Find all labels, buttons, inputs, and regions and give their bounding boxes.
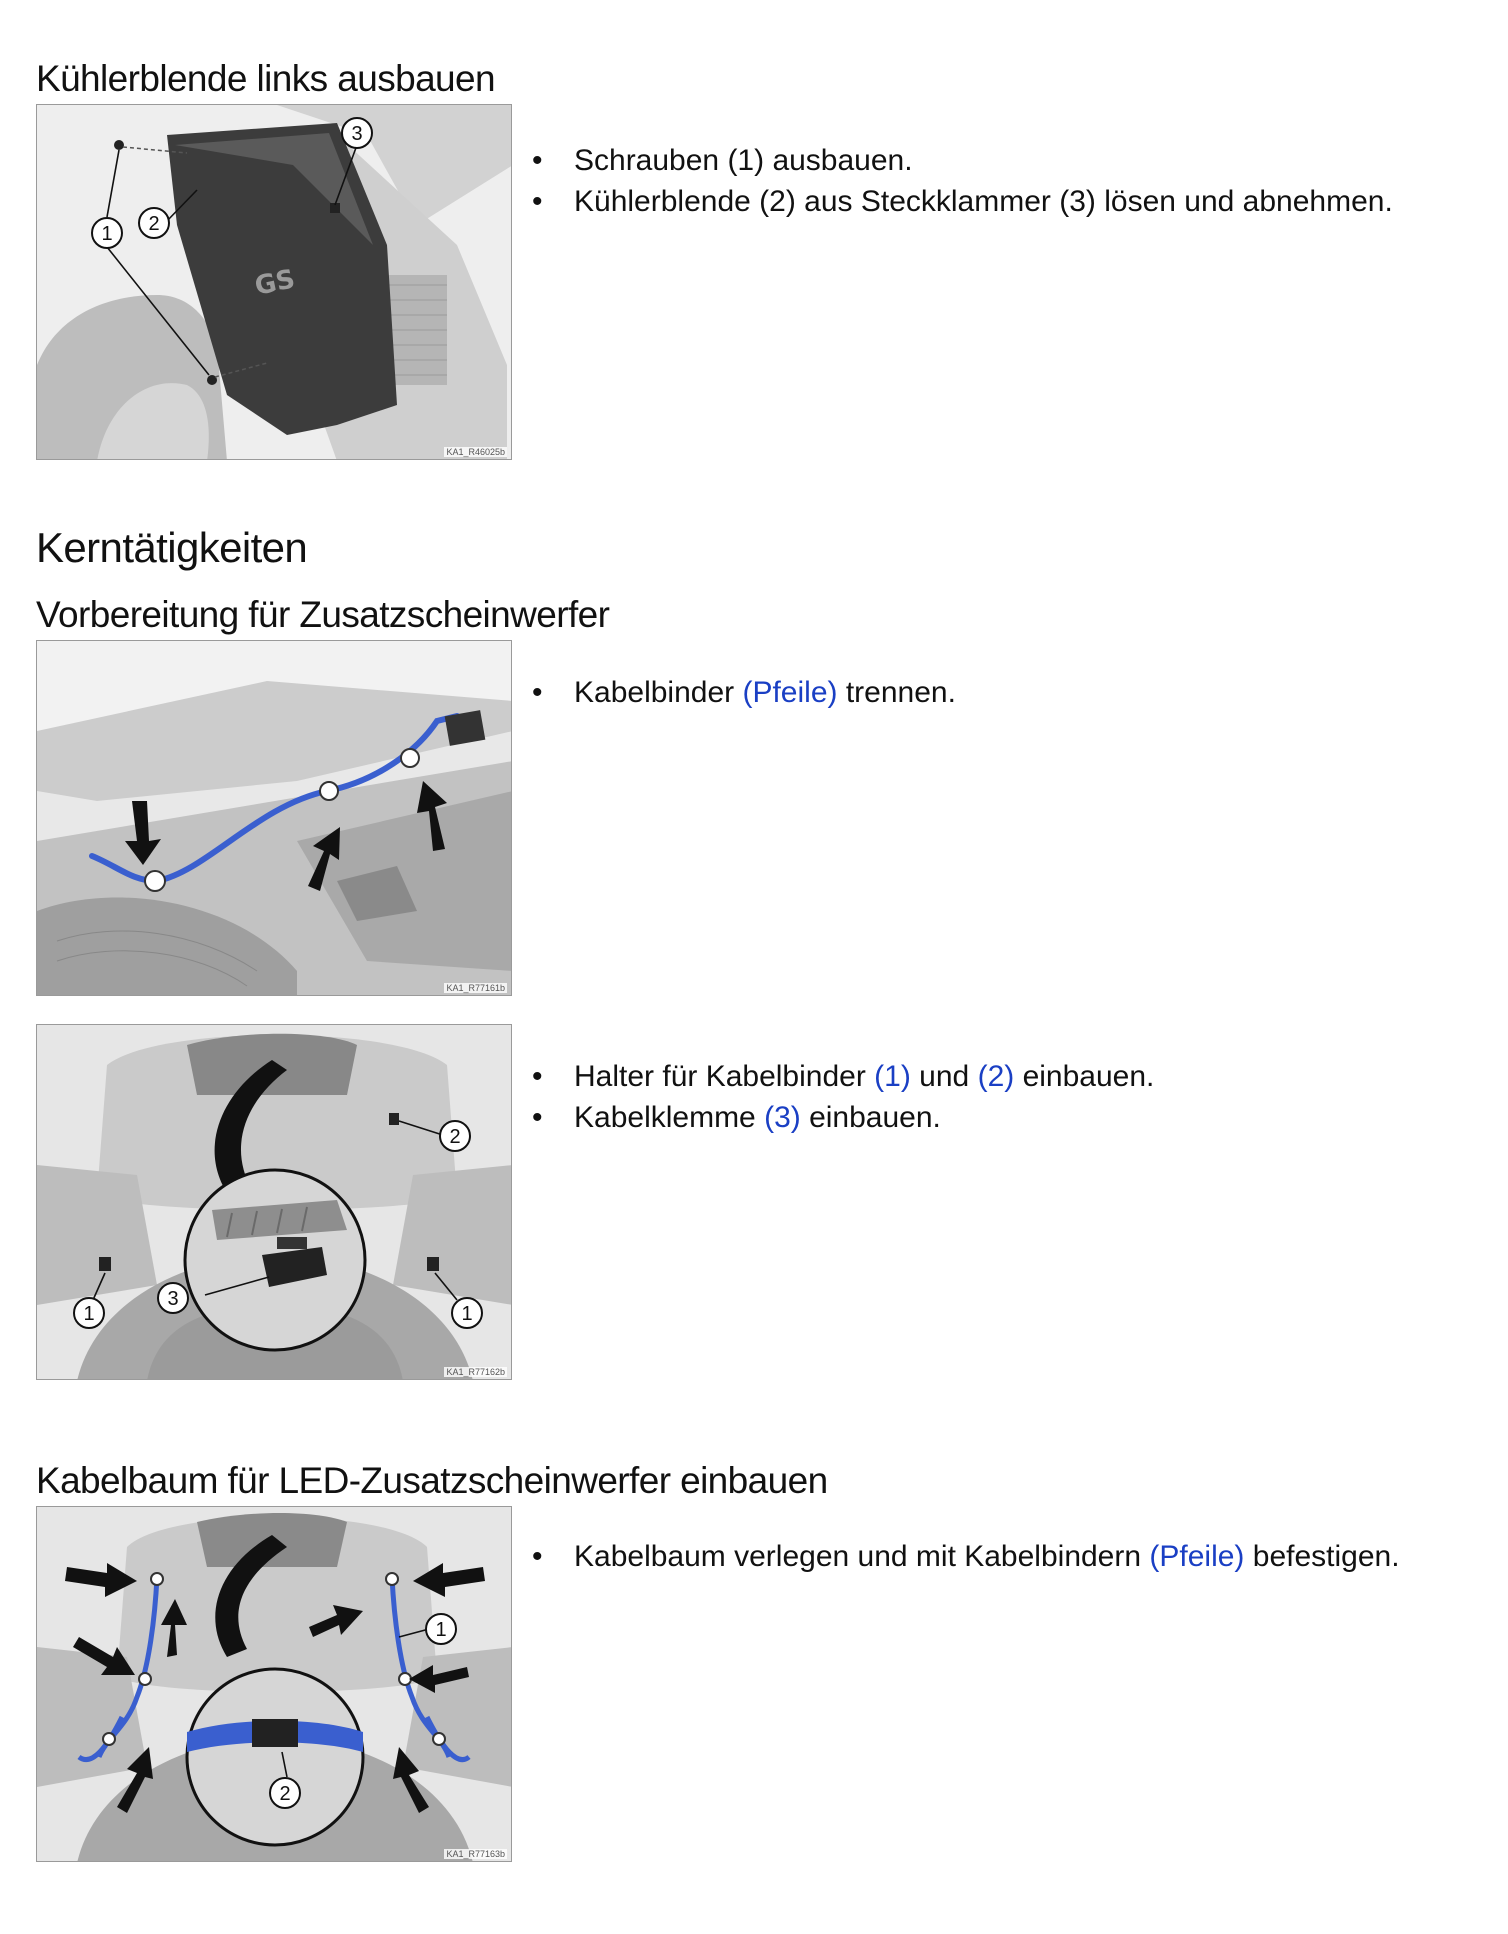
callout-2: [440, 1121, 470, 1151]
section-heading-kabelbaum: Kabelbaum für LED-Zusatzscheinwerfer einbauen: [36, 1460, 828, 1501]
figure-kuehlerblende: [36, 104, 512, 460]
bullet: •: [532, 144, 543, 177]
reference-2: (2): [977, 1060, 1015, 1093]
step-item: [532, 140, 1393, 181]
callout-3-label: 3: [351, 123, 363, 145]
callout-1-left-label: 1: [83, 1303, 95, 1325]
callout-1-label: 1: [101, 223, 113, 245]
section-heading-kuehlerblende: Kühlerblende links ausbauen: [36, 58, 495, 99]
step-item: • Halter für Kabelbinder (1) und (2) einbauen.: [532, 1056, 1154, 1097]
callout-2-label: 2: [449, 1126, 461, 1148]
callout-3-label: 3: [167, 1288, 179, 1310]
figure-halter-einbauen: [36, 1024, 512, 1380]
section-heading-vorbereitung: Vorbereitung für Zusatzscheinwerfer: [36, 594, 610, 635]
bullet: •: [532, 1060, 543, 1093]
figure-illustration: [37, 105, 512, 460]
steps-kuehlerblende: [532, 140, 1393, 222]
callout-1-label: 1: [435, 1619, 447, 1641]
figure-illustration: [37, 1025, 512, 1380]
callout-1-right: [452, 1298, 482, 1328]
callout-2-label: 2: [279, 1783, 291, 1805]
figure-code: KA1_R77163b: [446, 1849, 505, 1859]
step-item: • Kabelbaum verlegen und mit Kabelbindern (Pfeile) befestigen.: [532, 1536, 1400, 1577]
figure-kabelbinder-trennen: [36, 640, 512, 996]
bullet: •: [532, 185, 543, 218]
figure-illustration: [37, 1507, 512, 1862]
figure-illustration: [37, 641, 512, 996]
figure-kabelbaum-verlegen: [36, 1506, 512, 1862]
callout-3: [158, 1283, 188, 1313]
step-item: • Kabelklemme (3) einbauen.: [532, 1097, 1154, 1138]
step-item: [532, 181, 1393, 222]
bullet: •: [532, 1540, 543, 1573]
step-text: Kühlerblende (2) aus Steckklammer (3) lösen und abnehmen.: [574, 185, 1393, 218]
callout-2: [139, 208, 169, 238]
reference-1: (1): [874, 1060, 911, 1093]
callout-3: [342, 118, 372, 148]
figure-code: KA1_R77161b: [446, 983, 505, 993]
callout-2: [270, 1778, 300, 1808]
callout-2-label: 2: [148, 213, 160, 235]
callout-1-right-label: 1: [461, 1303, 473, 1325]
figure-code: KA1_R77162b: [446, 1367, 505, 1377]
steps-kabelbinder: [532, 672, 956, 713]
step-item: • Kabelbinder (Pfeile) trennen.: [532, 672, 956, 713]
callout-1-left: [74, 1298, 104, 1328]
bullet: •: [532, 1101, 543, 1134]
bullet: •: [532, 676, 543, 709]
callout-1: [426, 1614, 456, 1644]
step-text: Schrauben (1) ausbauen.: [574, 144, 913, 177]
svg-text:GS: GS: [252, 264, 298, 302]
figure-code: KA1_R46025b: [446, 447, 505, 457]
callout-1: [92, 218, 122, 248]
reference-pfeile: (Pfeile): [742, 676, 838, 709]
reference-3: (3): [764, 1101, 801, 1134]
reference-pfeile: (Pfeile): [1149, 1540, 1245, 1573]
main-heading: Kerntätigkeiten: [36, 524, 308, 571]
steps-halter: [532, 1056, 1154, 1138]
steps-kabelbaum: [532, 1536, 1400, 1577]
